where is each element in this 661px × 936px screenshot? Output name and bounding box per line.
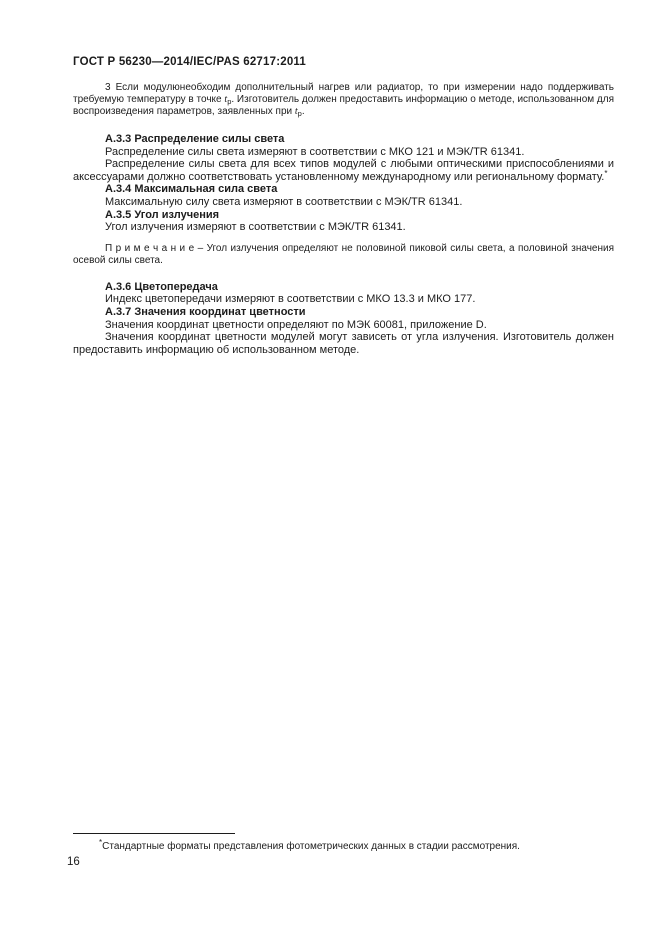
section-a37-heading: А.3.7 Значения координат цветности [105,305,306,318]
section-a34-heading: А.3.4 Максимальная сила света [105,183,278,196]
footnote-area [73,833,614,853]
footnote-marker: * [99,838,103,847]
section-a36-paragraph-1: Индекс цветопередачи измеряют в соответствии с МКО 13.3 и МКО 177. [105,293,476,306]
note-3-text-3: . [301,106,305,117]
temperature-symbol: t [294,106,298,117]
footnote-text: Стандартные форматы представления фотометрических данных в стадии рассмотрения. [102,841,520,852]
section-a33-paragraph-2-text: Распределение силы света для всех типов модулей с любыми оптическими приспособлениями и аксессуарами должно соответствовать установленному международному или региональному формату. [73,158,614,183]
section-a33-paragraph-2 [73,158,614,183]
section-a33 [73,133,614,183]
note-text: – Угол излучения определяют не половиной пиковой силы света, а половиной значения осевой силы света. [73,242,614,267]
note-3-continued [73,82,614,118]
note-3-text-1: 3 Если модулюнеобходим дополнительный нагрев или радиатор, то при измерении надо поддерживать требуемую температуру в точке [73,82,614,105]
temperature-subscript: p [297,109,302,118]
section-a34 [73,183,614,208]
section-a35-heading: А.3.5 Угол излучения [105,208,220,221]
section-a36-heading: А.3.6 Цветопередача [105,280,218,293]
section-a37 [73,306,614,356]
section-a34-paragraph-1: Максимальную силу света измеряют в соответствии с МЭК/TR 61341. [105,195,463,208]
footnote [73,838,614,853]
section-a37-paragraph-2: Значения координат цветности модулей могут зависеть от угла излучения. Изготовитель должен предоставить информацию об использованном методе. [73,331,614,356]
section-a33-paragraph-1: Распределение силы света измеряют в соответствии с МКО 121 и МЭК/TR 61341. [105,145,525,158]
temperature-symbol: t [224,94,228,105]
note-label: П р и м е ч а н и е [105,242,198,254]
section-a36 [73,281,614,306]
section-a37-paragraph-1: Значения координат цветности определяют по МЭК 60081, приложение D. [105,318,487,331]
note-3-text-2: . Изготовитель должен предоставить информацию о методе, использованном для воспроизведения параметров, заявленных при [73,94,615,117]
note-beam-angle [73,243,614,268]
page-number: 16 [67,856,80,868]
section-a33-heading: А.3.3 Распределение силы света [105,133,285,145]
running-header: ГОСТ Р 56230—2014/IEC/PAS 62717:2011 [73,56,306,68]
section-a35 [73,209,614,234]
section-a35-paragraph-1: Угол излучения измеряют в соответствии с МЭК/TR 61341. [105,221,406,234]
footnote-rule [73,833,235,834]
footnote-reference-marker: * [604,168,608,178]
temperature-subscript: p [227,97,232,106]
